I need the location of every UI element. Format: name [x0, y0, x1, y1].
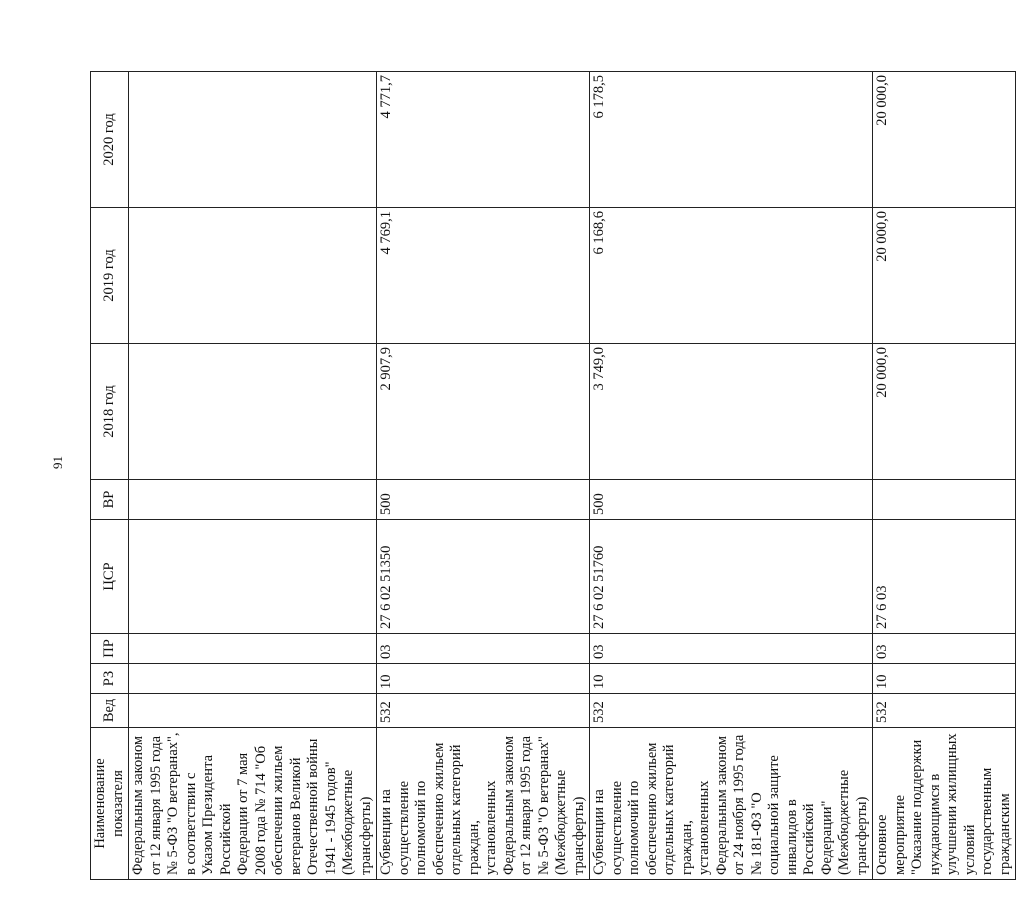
cell-rz: 10: [873, 664, 1016, 694]
cell-pr: 03: [873, 634, 1016, 664]
header-2019: 2019 год: [91, 208, 129, 344]
table-row: [873, 72, 1016, 880]
cell-pr: 03: [590, 634, 873, 664]
cell-2020: 20 000,0: [873, 72, 1016, 208]
cell-2020: 4 771,7: [377, 72, 590, 208]
cell-2020: [129, 72, 377, 208]
header-ved: Вед: [91, 694, 129, 728]
cell-rz: 10: [377, 664, 590, 694]
cell-ved: 532: [873, 694, 1016, 728]
cell-vr: 500: [377, 480, 590, 520]
table-row: [377, 72, 590, 880]
header-2020: 2020 год: [91, 72, 129, 208]
cell-csr: [129, 520, 377, 634]
cell-rz: [129, 664, 377, 694]
page-number: 91: [50, 456, 65, 469]
cell-csr: 27 6 03: [873, 520, 1016, 634]
cell-2019: 20 000,0: [873, 208, 1016, 344]
cell-rz: 10: [590, 664, 873, 694]
table-header-row: [91, 72, 129, 880]
cell-2018: 3 749,0: [590, 344, 873, 480]
cell-2019: [129, 208, 377, 344]
cell-2018: [129, 344, 377, 480]
cell-vr: [129, 480, 377, 520]
table-row: [129, 72, 377, 880]
table-row: [590, 72, 873, 880]
cell-ved: 532: [590, 694, 873, 728]
header-rz: РЗ: [91, 664, 129, 694]
cell-2018: 2 907,9: [377, 344, 590, 480]
header-2018: 2018 год: [91, 344, 129, 480]
header-vr: ВР: [91, 480, 129, 520]
budget-table: [90, 71, 1016, 880]
cell-2020: 6 178,5: [590, 72, 873, 208]
header-pr: ПР: [91, 634, 129, 664]
cell-vr: 500: [590, 480, 873, 520]
cell-vr: [873, 480, 1016, 520]
cell-name: Субвенции на осуществление полномочий по обеспечению жильем отдельных категорий граждан, установленных Федеральным законом от 24 ноября 1995 года № 181-ФЗ "О социальной защите инвалидов в Российской Федерации" (Межбюджетные трансферты): [590, 728, 873, 880]
cell-name: Субвенции на осуществление полномочий по обеспечению жильем отдельных категорий граждан, установленных Федеральным законом от 12 января 1995 года № 5-ФЗ "О ветеранах" (Межбюджетные трансферты): [377, 728, 590, 880]
cell-2019: 6 168,6: [590, 208, 873, 344]
cell-ved: [129, 694, 377, 728]
cell-2019: 4 769,1: [377, 208, 590, 344]
cell-name: Основное мероприятие "Оказание поддержки нуждающимся в улучшении жилищных условий государственным гражданским: [873, 728, 1016, 880]
cell-csr: 27 6 02 51350: [377, 520, 590, 634]
header-name: Наименование показателя: [91, 728, 129, 880]
cell-csr: 27 6 02 51760: [590, 520, 873, 634]
cell-2018: 20 000,0: [873, 344, 1016, 480]
cell-pr: [129, 634, 377, 664]
rotated-page: [90, 75, 1013, 880]
cell-ved: 532: [377, 694, 590, 728]
header-csr: ЦСР: [91, 520, 129, 634]
cell-name: Федеральным законом от 12 января 1995 года № 5-ФЗ "О ветеранах", в соответствии с Указом Президента Российской Федерации от 7 мая 2008 года № 714 "Об обеспечении жильем ветеранов Великой Отечественной войны 1941 - 1945 годов" (Межбюджетные трансферты): [129, 728, 377, 880]
cell-pr: 03: [377, 634, 590, 664]
